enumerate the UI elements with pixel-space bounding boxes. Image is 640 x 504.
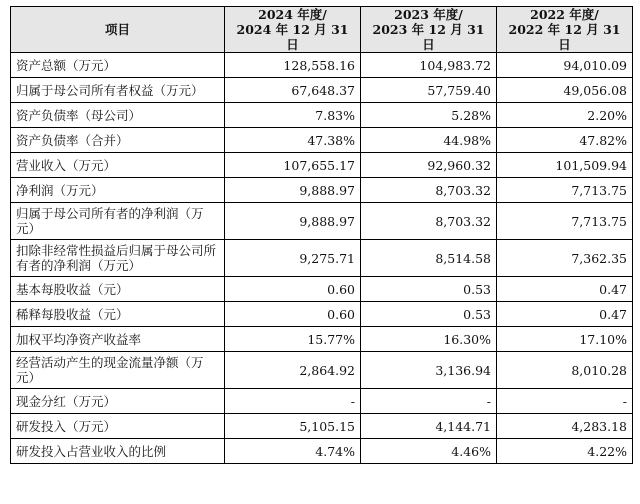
row-label: 资产负债率（母公司） [11, 103, 225, 128]
table-row [11, 128, 633, 153]
row-label: 资产总额（万元） [11, 53, 225, 78]
value-2024: 9,275.71 [225, 240, 361, 277]
header-2023-line1: 2023 年度/ [394, 7, 463, 22]
value-2024: 67,648.37 [225, 78, 361, 103]
value-2023: 4.46% [361, 439, 497, 464]
value-2024: 128,558.16 [225, 53, 361, 78]
value-2022: - [497, 389, 633, 414]
value-2023: 3,136.94 [361, 352, 497, 389]
value-2023: 4,144.71 [361, 414, 497, 439]
value-2022: 0.47 [497, 277, 633, 302]
value-2023: 8,703.32 [361, 178, 497, 203]
financial-table-container [10, 6, 633, 464]
value-2024: 7.83% [225, 103, 361, 128]
value-2023: 104,983.72 [361, 53, 497, 78]
table-row [11, 53, 633, 78]
table-header-row [11, 7, 633, 53]
value-2024: 5,105.15 [225, 414, 361, 439]
row-label: 归属于母公司所有者的净利润（万元） [11, 203, 225, 240]
value-2023: 0.53 [361, 277, 497, 302]
table-row [11, 153, 633, 178]
table-row [11, 302, 633, 327]
header-2022-line2: 2022 年 12 月 31 日 [508, 22, 621, 52]
value-2023: 44.98% [361, 128, 497, 153]
value-2022: 4,283.18 [497, 414, 633, 439]
value-2024: 2,864.92 [225, 352, 361, 389]
table-row [11, 352, 633, 389]
value-2024: 9,888.97 [225, 203, 361, 240]
value-2022: 101,509.94 [497, 153, 633, 178]
value-2022: 0.47 [497, 302, 633, 327]
value-2022: 94,010.09 [497, 53, 633, 78]
row-label: 稀释每股收益（元） [11, 302, 225, 327]
financial-indicators-table [10, 6, 633, 464]
value-2024: 9,888.97 [225, 178, 361, 203]
value-2022: 7,713.75 [497, 178, 633, 203]
value-2024: - [225, 389, 361, 414]
value-2024: 47.38% [225, 128, 361, 153]
table-row [11, 103, 633, 128]
value-2022: 2.20% [497, 103, 633, 128]
value-2023: 8,514.58 [361, 240, 497, 277]
row-label: 加权平均净资产收益率 [11, 327, 225, 352]
table-row [11, 277, 633, 302]
table-row [11, 78, 633, 103]
value-2022: 7,713.75 [497, 203, 633, 240]
value-2023: 8,703.32 [361, 203, 497, 240]
row-label: 研发投入占营业收入的比例 [11, 439, 225, 464]
value-2024: 15.77% [225, 327, 361, 352]
row-label: 经营活动产生的现金流量净额（万元） [11, 352, 225, 389]
header-2024-line2: 2024 年 12 月 31 日 [236, 22, 349, 52]
value-2024: 0.60 [225, 302, 361, 327]
row-label: 资产负债率（合并） [11, 128, 225, 153]
value-2023: 5.28% [361, 103, 497, 128]
header-2024 [225, 7, 361, 53]
table-row [11, 439, 633, 464]
header-2023 [361, 7, 497, 53]
value-2023: 57,759.40 [361, 78, 497, 103]
table-row [11, 203, 633, 240]
table-row [11, 389, 633, 414]
table-row [11, 414, 633, 439]
value-2023: 0.53 [361, 302, 497, 327]
header-item: 项目 [11, 7, 225, 53]
value-2023: 92,960.32 [361, 153, 497, 178]
header-2024-line1: 2024 年度/ [258, 7, 327, 22]
row-label: 归属于母公司所有者权益（万元） [11, 78, 225, 103]
header-2022 [497, 7, 633, 53]
value-2022: 8,010.28 [497, 352, 633, 389]
header-2022-line1: 2022 年度/ [530, 7, 599, 22]
value-2022: 17.10% [497, 327, 633, 352]
value-2022: 49,056.08 [497, 78, 633, 103]
row-label: 基本每股收益（元） [11, 277, 225, 302]
value-2022: 47.82% [497, 128, 633, 153]
value-2024: 107,655.17 [225, 153, 361, 178]
value-2024: 0.60 [225, 277, 361, 302]
value-2023: - [361, 389, 497, 414]
row-label: 营业收入（万元） [11, 153, 225, 178]
header-2023-line2: 2023 年 12 月 31 日 [372, 22, 485, 52]
row-label: 研发投入（万元） [11, 414, 225, 439]
row-label: 现金分红（万元） [11, 389, 225, 414]
value-2024: 4.74% [225, 439, 361, 464]
row-label: 扣除非经常性损益后归属于母公司所有者的净利润（万元） [11, 240, 225, 277]
value-2022: 4.22% [497, 439, 633, 464]
table-row [11, 240, 633, 277]
row-label: 净利润（万元） [11, 178, 225, 203]
table-row [11, 178, 633, 203]
value-2023: 16.30% [361, 327, 497, 352]
table-row [11, 327, 633, 352]
value-2022: 7,362.35 [497, 240, 633, 277]
